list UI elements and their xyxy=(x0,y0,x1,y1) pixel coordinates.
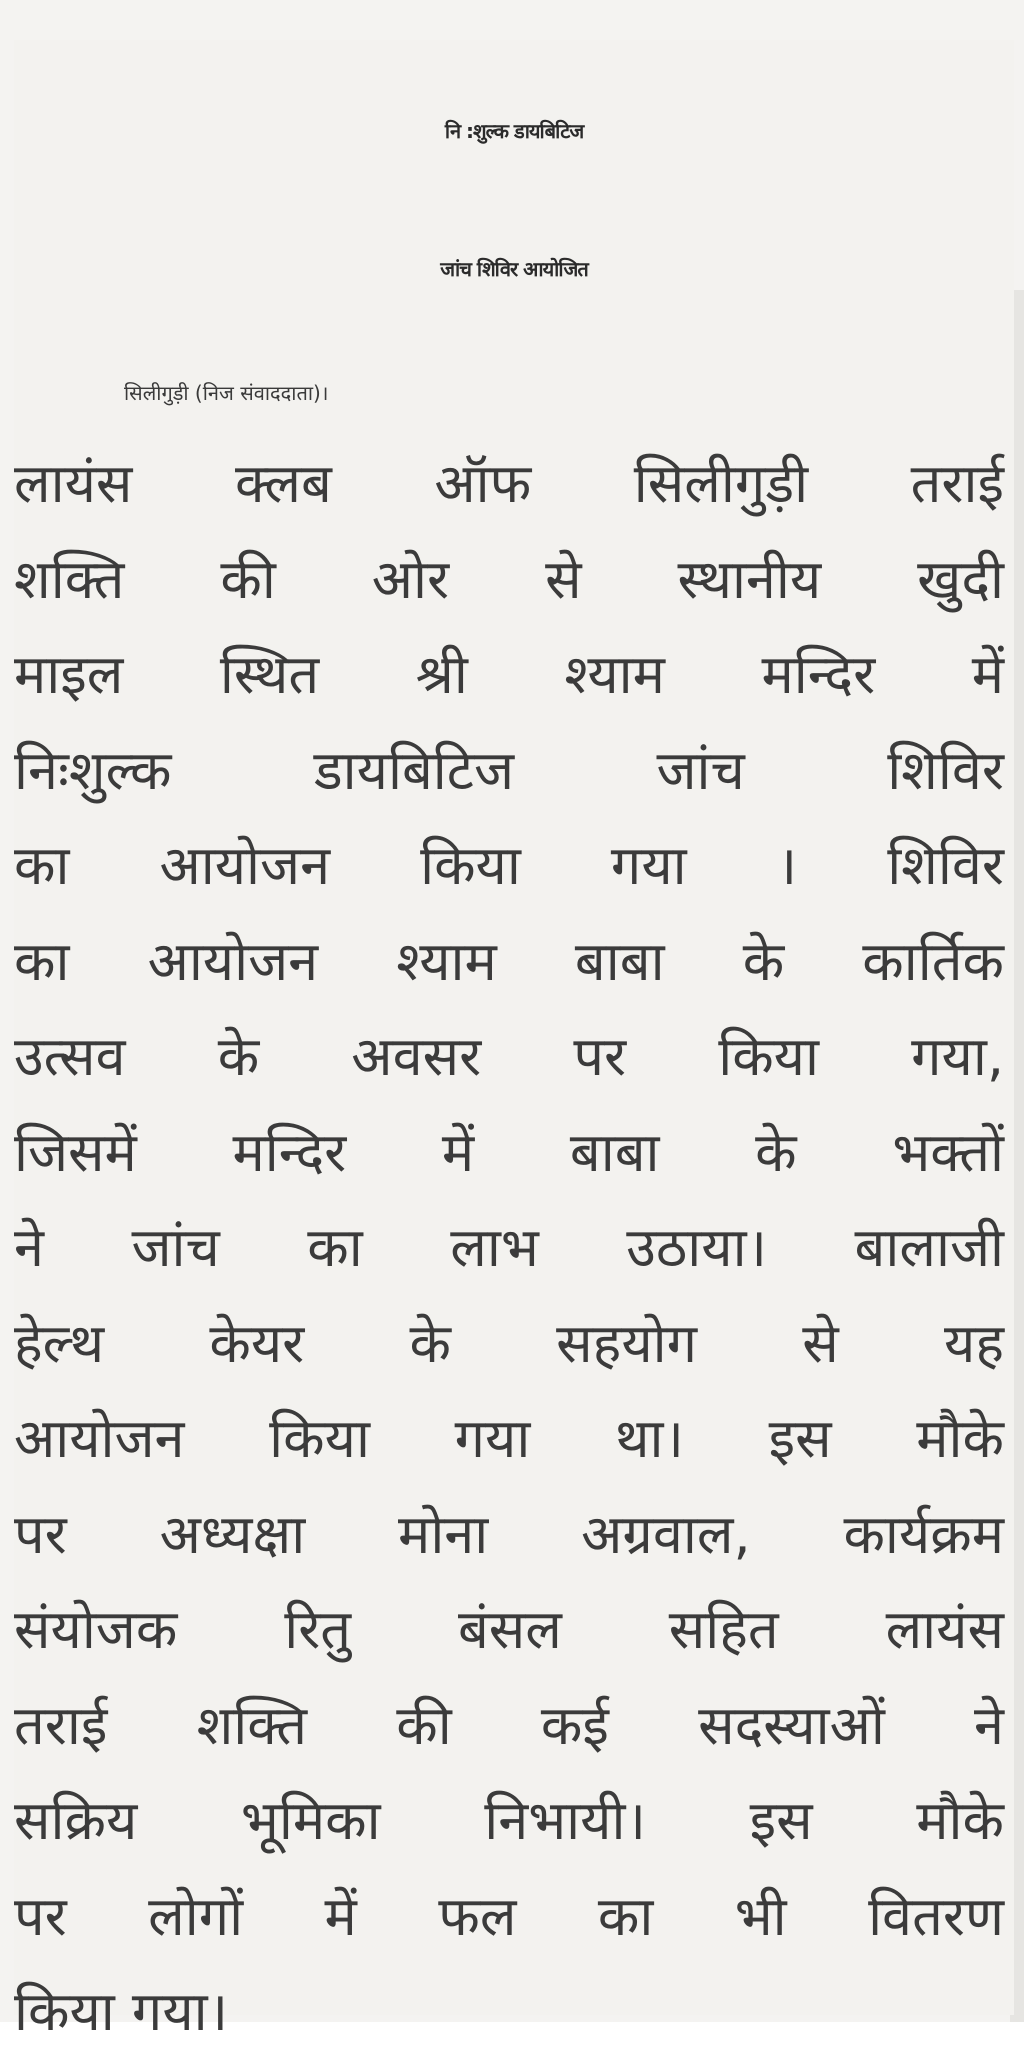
news-clipping xyxy=(14,40,1014,2043)
body-line: तराई शक्ति की कई सदस्याओं ने xyxy=(14,1693,1004,1757)
body-line: पर अध्यक्षा मोना अग्रवाल, कार्यक्रम xyxy=(14,1502,1004,1566)
body-line: निःशुल्क डायबिटिज जांच शिविर xyxy=(14,738,1004,802)
body-line: लायंस क्लब ऑफ सिलीगुड़ी तराई xyxy=(14,452,1004,515)
headline-line-2: जांच शिविर आयोजित xyxy=(440,257,588,281)
body-line: हेल्थ केयर के सहयोग से यह xyxy=(14,1311,1004,1375)
body-line: संयोजक रितु बंसल सहित लायंस xyxy=(14,1598,1004,1661)
body-line: का आयोजन श्याम बाबा के कार्तिक xyxy=(14,929,1004,993)
article-body xyxy=(14,436,1014,2060)
body-line: जिसमें मन्दिर में बाबा के भक्तों xyxy=(14,1120,1004,1184)
body-line: उत्सव के अवसर पर किया गया, xyxy=(14,1025,1004,1088)
body-line: माइल स्थित श्री श्याम मन्दिर में xyxy=(14,643,1004,706)
headline-line-1: नि :शुल्क डायबिटिज xyxy=(444,119,584,143)
body-line: का आयोजन किया गया । शिविर xyxy=(14,834,1004,897)
byline: सिलीगुड़ी (निज संवाददाता)। xyxy=(124,381,329,405)
body-line: ने जांच का लाभ उठाया। बालाजी xyxy=(14,1216,1004,1279)
body-line: सक्रिय भूमिका निभायी। इस मौके xyxy=(14,1789,1004,1852)
body-line: आयोजन किया गया था। इस मौके xyxy=(14,1407,1004,1470)
body-line: शक्ति की ओर से स्थानीय खुदी xyxy=(14,547,1004,611)
body-line: पर लोगों में फल का भी वितरण xyxy=(14,1884,1004,1948)
body-line: किया गया। xyxy=(14,1980,229,2043)
headline xyxy=(14,40,1014,338)
